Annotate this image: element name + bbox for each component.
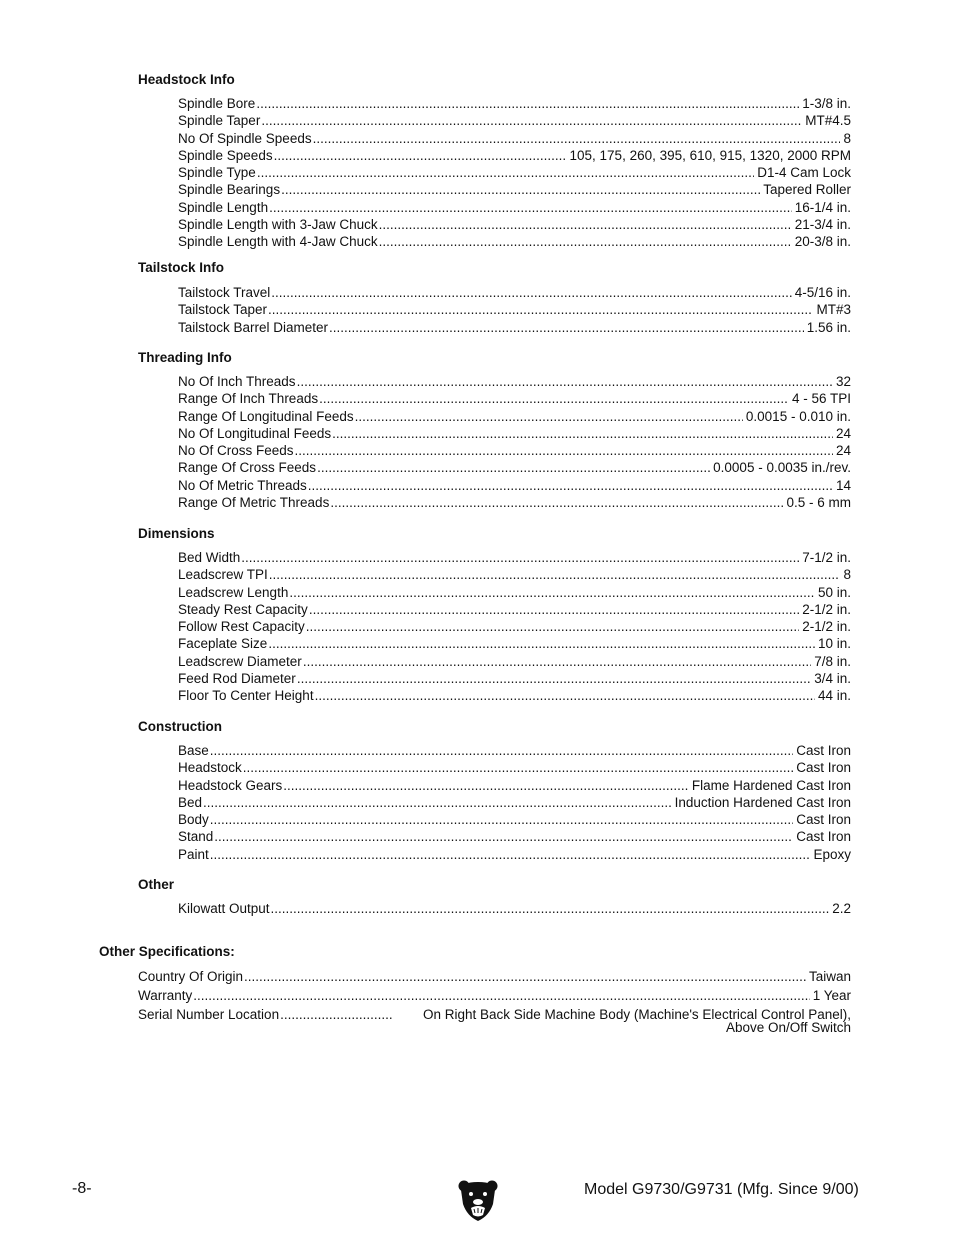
spec-value: 16-1/4 in.: [794, 199, 851, 215]
spec-value: 24: [835, 443, 851, 459]
spec-row: [178, 759, 851, 776]
spec-value: 2.2: [832, 901, 851, 916]
spec-row: [178, 618, 851, 635]
dot-leader: [319, 390, 789, 407]
page-number: -8-: [72, 1180, 92, 1197]
spec-value: Epoxy: [813, 846, 851, 862]
spec-label: Spindle Length with 3-Jaw Chuck: [178, 217, 378, 233]
spec-row: [178, 459, 851, 476]
spec-label: Country Of Origin: [138, 969, 244, 984]
dot-leader: [256, 95, 799, 112]
spec-row: [178, 408, 851, 425]
spec-label: Paint: [178, 846, 209, 862]
spec-label: No Of Inch Threads: [178, 374, 296, 389]
spec-label: Tailstock Travel: [178, 285, 271, 300]
spec-row: [178, 233, 851, 250]
spec-label: Warranty: [138, 988, 193, 1003]
dot-leader: [283, 777, 689, 794]
spec-value: Cast Iron: [796, 829, 851, 845]
spec-row: [138, 967, 851, 986]
spec-label: No Of Spindle Speeds: [178, 130, 312, 146]
section-title-headstock: Headstock Info: [138, 72, 235, 87]
dot-leader: [210, 846, 811, 863]
spec-row: [178, 216, 851, 233]
spec-row: [178, 373, 851, 390]
spec-label: Spindle Taper: [178, 113, 261, 129]
spec-label: Spindle Length: [178, 199, 269, 215]
dot-leader: [271, 284, 791, 301]
spec-value: Induction Hardened Cast Iron: [674, 794, 851, 810]
serial-location-continued: Above On/Off Switch: [725, 1020, 851, 1035]
grizzly-bear-logo-icon: [457, 1178, 499, 1222]
spec-row: [178, 181, 851, 198]
spec-value: 14: [835, 477, 851, 493]
spec-value: Cast Iron: [796, 760, 851, 776]
dot-leader: [210, 742, 793, 759]
spec-label: Range Of Cross Feeds: [178, 460, 317, 476]
spec-value: 10 in.: [817, 636, 851, 652]
spec-value: Cast Iron: [796, 743, 851, 758]
spec-label: Kilowatt Output: [178, 901, 270, 916]
spec-row: [178, 199, 851, 216]
dot-leader: [317, 459, 710, 476]
spec-row: [178, 900, 851, 917]
spec-value: 4 - 56 TPI: [791, 391, 851, 407]
spec-row: [178, 653, 851, 670]
model-footer-text: Model G9730/G9731 (Mfg. Since 9/00): [584, 1181, 859, 1198]
spec-label: No Of Cross Feeds: [178, 443, 294, 459]
spec-label: Headstock: [178, 760, 242, 776]
spec-label: Bed Width: [178, 550, 241, 565]
dot-leader: [315, 687, 815, 704]
spec-value: 24: [835, 425, 851, 441]
spec-label: Leadscrew Diameter: [178, 653, 302, 669]
spec-value: 105, 175, 260, 395, 610, 915, 1320, 2000 RPM: [569, 147, 851, 163]
spec-value: MT#3: [816, 302, 851, 318]
section-title-threading: Threading Info: [138, 350, 232, 365]
spec-row: [178, 301, 851, 318]
dot-leader: [274, 147, 567, 164]
dot-leader: [330, 494, 783, 511]
spec-value: 32: [835, 374, 851, 389]
tailstock-spec-list: [178, 284, 851, 336]
spec-row: [178, 742, 851, 759]
other-spec-list: [178, 900, 851, 917]
spec-row: [178, 601, 851, 618]
spec-value: 3/4 in.: [814, 671, 851, 687]
spec-row: [178, 777, 851, 794]
spec-value: On Right Back Side Machine Body (Machine's Electrical Control Panel),: [422, 1007, 851, 1022]
dot-leader: [257, 164, 754, 181]
dot-leader: [244, 967, 806, 986]
dot-leader: [313, 130, 841, 147]
spec-value: 2-1/2 in.: [802, 619, 851, 635]
dot-leader: [214, 828, 793, 845]
spec-label: Serial Number Location: [138, 1007, 280, 1022]
dot-leader: [303, 653, 811, 670]
spec-row: [178, 828, 851, 845]
spec-value: 1 Year: [812, 988, 851, 1003]
spec-value: Taiwan: [808, 969, 851, 984]
spec-value: 4-5/16 in.: [794, 285, 851, 300]
spec-label: Range Of Metric Threads: [178, 495, 330, 511]
spec-row: [138, 986, 851, 1005]
spec-label: Leadscrew TPI: [178, 567, 268, 583]
dot-leader: [241, 549, 799, 566]
spec-row: [178, 112, 851, 129]
spec-value: 50 in.: [817, 584, 851, 600]
spec-label: Faceplate Size: [178, 636, 268, 652]
dot-leader: [210, 811, 793, 828]
spec-value: 44 in.: [817, 688, 851, 704]
dot-leader: [332, 425, 833, 442]
spec-row: [178, 477, 851, 494]
spec-value: 0.5 - 6 mm: [786, 495, 851, 511]
spec-value: 20-3/8 in.: [794, 234, 851, 250]
spec-label: Spindle Type: [178, 165, 256, 181]
dot-leader: [269, 199, 792, 216]
other-specifications-list: [138, 967, 851, 1024]
spec-row: [178, 566, 851, 583]
dot-leader: [289, 584, 815, 601]
spec-value: Tapered Roller: [763, 182, 851, 198]
section-title-tailstock: Tailstock Info: [138, 260, 225, 275]
spec-row: [178, 284, 851, 301]
spec-label: Bed: [178, 794, 203, 810]
dot-leader: [309, 601, 799, 618]
spec-label: Floor To Center Height: [178, 688, 314, 704]
dot-leader: [269, 566, 841, 583]
spec-label: Base: [178, 743, 209, 758]
spec-value: MT#4.5: [805, 113, 851, 129]
dot-leader: [308, 477, 833, 494]
spec-row: [178, 549, 851, 566]
spec-label: Spindle Speeds: [178, 147, 273, 163]
spec-row: [178, 147, 851, 164]
spec-row: [178, 442, 851, 459]
spec-value: Flame Hardened Cast Iron: [691, 777, 851, 793]
spec-value: 2-1/2 in.: [802, 601, 851, 617]
spec-label: No Of Metric Threads: [178, 477, 307, 493]
construction-spec-list: [178, 742, 851, 863]
spec-value: 1-3/8 in.: [802, 96, 851, 111]
spec-row: [178, 584, 851, 601]
spec-value: D1-4 Cam Lock: [757, 165, 851, 181]
dot-leader: [379, 216, 792, 233]
spec-row: [178, 494, 851, 511]
dot-leader: [329, 319, 804, 336]
dot-leader: [297, 670, 811, 687]
dot-leader: [306, 618, 799, 635]
spec-value: 7-1/2 in.: [802, 550, 851, 565]
spec-row: [178, 811, 851, 828]
spec-value: 1.56 in.: [806, 319, 851, 335]
other-specifications-title: Other Specifications:: [99, 944, 235, 959]
spec-value: 21-3/4 in.: [794, 217, 851, 233]
dot-leader: [379, 233, 792, 250]
spec-value: Cast Iron: [796, 812, 851, 828]
dot-leader: [297, 373, 833, 390]
dot-leader: [203, 794, 672, 811]
spec-value: 0.0015 - 0.010 in.: [745, 408, 851, 424]
dot-leader: [243, 759, 793, 776]
spec-label: Spindle Length with 4-Jaw Chuck: [178, 234, 378, 250]
spec-label: Spindle Bearings: [178, 182, 281, 198]
dot-leader: [268, 635, 815, 652]
spec-value: 8: [843, 130, 851, 146]
spec-label: Stand: [178, 829, 214, 845]
spec-value: 8: [843, 567, 851, 583]
spec-label: Tailstock Taper: [178, 302, 268, 318]
dimensions-spec-list: [178, 549, 851, 705]
spec-label: Feed Rod Diameter: [178, 671, 296, 687]
section-title-other: Other: [138, 877, 175, 892]
spec-label: Headstock Gears: [178, 777, 283, 793]
spec-label: Tailstock Barrel Diameter: [178, 319, 329, 335]
spec-row: [178, 319, 851, 336]
spec-label: Range Of Longitudinal Feeds: [178, 408, 354, 424]
spec-value: 0.0005 - 0.0035 in./rev.: [713, 460, 851, 476]
dot-leader: [280, 1005, 392, 1024]
spec-label: Range Of Inch Threads: [178, 391, 319, 407]
dot-leader: [281, 181, 760, 198]
spec-label: Steady Rest Capacity: [178, 601, 308, 617]
spec-label: Follow Rest Capacity: [178, 619, 305, 635]
spec-row: [178, 846, 851, 863]
dot-leader: [261, 112, 802, 129]
spec-row: [178, 670, 851, 687]
headstock-spec-list: [178, 95, 851, 251]
section-title-dimensions: Dimensions: [138, 526, 215, 541]
dot-leader: [268, 301, 813, 318]
threading-spec-list: [178, 373, 851, 511]
spec-label: Spindle Bore: [178, 96, 256, 111]
spec-label: Leadscrew Length: [178, 584, 289, 600]
spec-row: [178, 164, 851, 181]
spec-label: No Of Longitudinal Feeds: [178, 425, 332, 441]
spec-row: [178, 130, 851, 147]
section-title-construction: Construction: [138, 719, 222, 734]
spec-value: 7/8 in.: [814, 653, 851, 669]
spec-row: [178, 794, 851, 811]
spec-row: [178, 390, 851, 407]
spec-row: [178, 687, 851, 704]
spec-row: [178, 425, 851, 442]
dot-leader: [271, 900, 830, 917]
spec-label: Body: [178, 812, 209, 828]
dot-leader: [295, 442, 833, 459]
dot-leader: [355, 408, 743, 425]
spec-row: [178, 635, 851, 652]
spec-row: [178, 95, 851, 112]
dot-leader: [193, 986, 809, 1005]
